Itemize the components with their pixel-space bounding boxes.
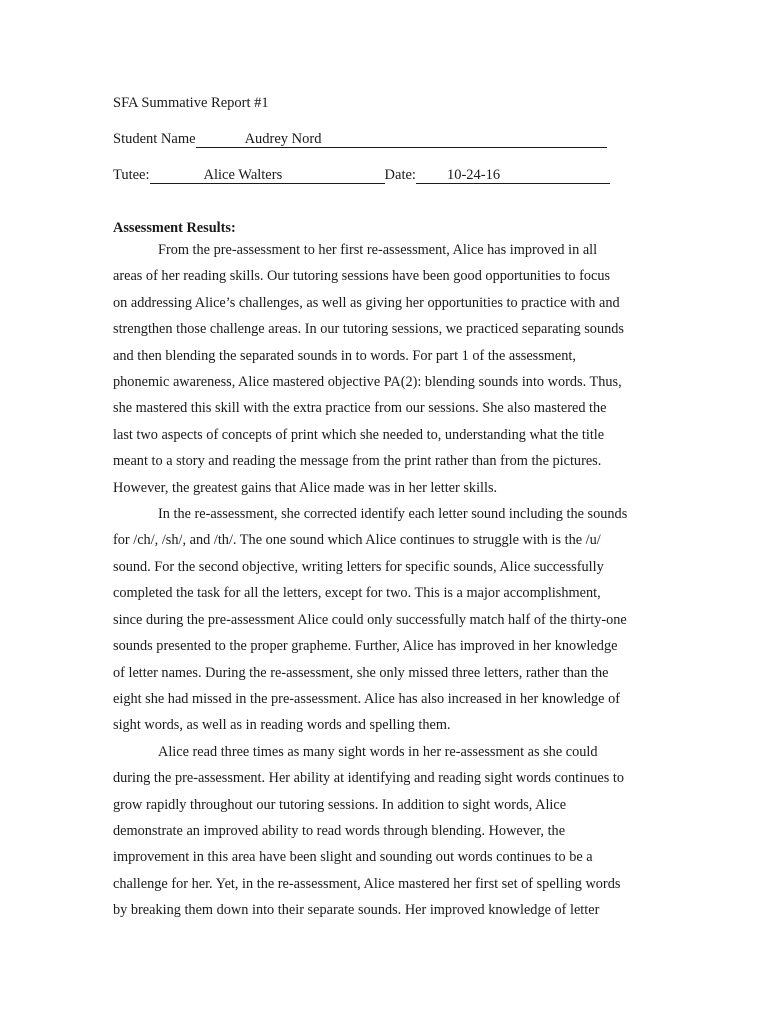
tutee-value: Alice Walters xyxy=(203,167,283,183)
paragraph-line: during the pre-assessment. Her ability at identifying and reading sight words continues to xyxy=(113,770,625,787)
tutee-field xyxy=(150,168,385,184)
tutee-date-row xyxy=(113,166,610,184)
paragraph-line: grow rapidly throughout our tutoring sessions. In addition to sight words, Alice xyxy=(113,796,567,813)
paragraph-line: Alice read three times as many sight words in her re-assessment as she could xyxy=(158,743,598,760)
assessment-results-section xyxy=(113,220,658,924)
student-name-field xyxy=(196,132,607,148)
paragraph-line: However, the greatest gains that Alice made was in her letter skills. xyxy=(113,479,498,496)
section-heading: Assessment Results: xyxy=(113,220,236,236)
paragraph-line: completed the task for all the letters, except for two. This is a major accomplishment, xyxy=(113,585,601,602)
paragraph-line: of letter names. During the re-assessment, she only missed three letters, rather than the xyxy=(113,664,609,681)
paragraph-line: improvement in this area have been slight and sounding out words continues to be a xyxy=(113,849,593,866)
tutee-label: Tutee: xyxy=(113,167,150,183)
student-name-value: Audrey Nord xyxy=(244,131,322,147)
paragraph-line: sound. For the second objective, writing letters for specific sounds, Alice successfully xyxy=(113,558,604,575)
paragraph-line: by breaking them down into their separate sounds. Her improved knowledge of letter xyxy=(113,902,600,919)
paragraph-line: since during the pre-assessment Alice could only successfully match half of the thirty-one xyxy=(113,611,627,628)
date-value: 10-24-16 xyxy=(446,167,501,183)
paragraph-line: eight she had missed in the pre-assessment. Alice has also increased in her knowledge of xyxy=(113,690,621,707)
paragraph-line: From the pre-assessment to her first re-assessment, Alice has improved in all xyxy=(158,242,598,258)
paragraph-line: areas of her reading skills. Our tutoring sessions have been good opportunities to focus xyxy=(113,268,611,285)
paragraph-line: In the re-assessment, she corrected identify each letter sound including the sounds xyxy=(158,506,628,523)
paragraph-line: sounds presented to the proper grapheme. Further, Alice has improved in her knowledge xyxy=(113,638,618,655)
paragraph-line: demonstrate an improved ability to read words through blending. However, the xyxy=(113,822,566,839)
paragraph-line: on addressing Alice’s challenges, as well as giving her opportunities to practice with and xyxy=(113,294,620,311)
paragraph-line: sight words, as well as in reading words and spelling them. xyxy=(113,717,451,734)
paragraph-line: she mastered this skill with the extra practice from our sessions. She also mastered the xyxy=(113,400,607,417)
paragraph-line: and then blending the separated sounds in to words. For part 1 of the assessment, xyxy=(113,347,576,364)
date-field xyxy=(416,168,610,184)
date-label: Date: xyxy=(384,167,416,183)
student-name-row xyxy=(113,130,607,148)
paragraph-line: strengthen those challenge areas. In our tutoring sessions, we practiced separating sounds xyxy=(113,321,624,338)
paragraph-line: for /ch/, /sh/, and /th/. The one sound which Alice continues to struggle with is the /u/ xyxy=(113,532,601,549)
paragraph-line: phonemic awareness, Alice mastered objective PA(2): blending sounds into words. Thus, xyxy=(113,374,622,391)
report-title: SFA Summative Report #1 xyxy=(113,95,269,111)
paragraph-line: meant to a story and reading the message from the print rather than from the pictures. xyxy=(113,453,602,470)
paragraph-line: challenge for her. Yet, in the re-assessment, Alice mastered her first set of spelling words xyxy=(113,875,621,892)
paragraph-line: last two aspects of concepts of print which she needed to, understanding what the title xyxy=(113,426,605,443)
student-name-label: Student Name xyxy=(113,131,196,147)
